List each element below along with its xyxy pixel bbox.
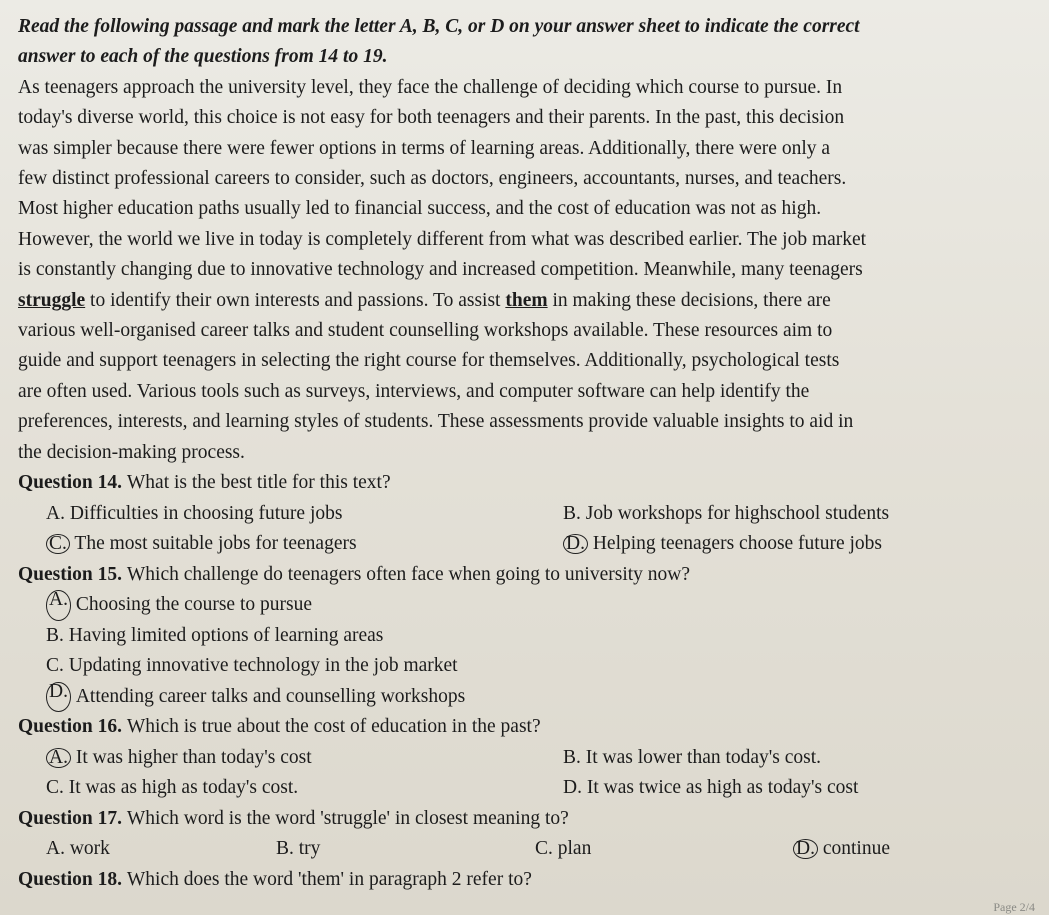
circled-mark: D.: [46, 682, 71, 713]
instructions-line-2: answer to each of the questions from 14 to 19.: [18, 46, 388, 68]
question-16: Question 16. Which is true about the cost of education in the past?: [18, 716, 541, 738]
circled-mark: D.: [793, 839, 818, 859]
question-18: Question 18. Which does the word 'them' in paragraph 2 refer to?: [18, 869, 532, 891]
underlined-word-them: them: [505, 289, 548, 311]
q16-option-c[interactable]: C. It was as high as today's cost.: [46, 777, 299, 799]
page-number: Page 2/4: [993, 900, 1035, 914]
passage-line: preferences, interests, and learning styles of students. These assessments provide valuable insights to aid in: [18, 411, 854, 433]
question-17: Question 17. Which word is the word 'struggle' in closest meaning to?: [18, 808, 569, 830]
q15-option-c[interactable]: C. Updating innovative technology in the job market: [46, 655, 458, 677]
q14-option-c[interactable]: C. The most suitable jobs for teenagers: [18, 529, 563, 560]
q15-option-a[interactable]: A. Choosing the course to pursue: [18, 590, 1031, 621]
q14-option-b[interactable]: B. Job workshops for highschool students: [563, 502, 890, 524]
circled-mark: A.: [46, 590, 71, 621]
passage-line: Most higher education paths usually led to financial success, and the cost of education was not as high.: [18, 198, 822, 220]
q16-option-b[interactable]: B. It was lower than today's cost.: [563, 746, 822, 768]
q14-options-row-2: [18, 529, 1031, 560]
q16-option-a[interactable]: A. It was higher than today's cost: [18, 743, 563, 774]
circled-mark: C.: [46, 534, 70, 554]
underlined-word-struggle: struggle: [18, 289, 86, 311]
passage-line: various well-organised career talks and student counselling workshops available. These resources aim to: [18, 320, 833, 342]
passage-line: guide and support teenagers in selecting the right course for themselves. Additionally, psychological tests: [18, 350, 840, 372]
q15-option-d[interactable]: D. Attending career talks and counselling workshops: [18, 682, 1031, 713]
q15-option-b[interactable]: B. Having limited options of learning areas: [46, 624, 384, 646]
instructions-line-1: Read the following passage and mark the letter A, B, C, or D on your answer sheet to indicate the correct: [18, 16, 860, 37]
passage-line: the decision-making process.: [18, 441, 245, 463]
question-14: Question 14. What is the best title for this text?: [18, 472, 391, 494]
q17-option-d[interactable]: D. continue: [793, 834, 890, 865]
q16-options-row-1: [18, 743, 1031, 774]
reading-passage: [18, 73, 1031, 468]
q17-option-a[interactable]: A. work: [46, 838, 110, 860]
passage-line: are often used. Various tools such as surveys, interviews, and computer software can help identify the: [18, 380, 810, 402]
passage-line: As teenagers approach the university level, they face the challenge of deciding which course to pursue. In: [18, 76, 843, 98]
passage-line: today's diverse world, this choice is not easy for both teenagers and their parents. In the past, this decision: [18, 107, 845, 129]
q14-option-a[interactable]: A. Difficulties in choosing future jobs: [46, 502, 343, 524]
passage-line: is constantly changing due to innovative technology and increased competition. Meanwhile, many teenagers: [18, 259, 863, 281]
q17-option-c[interactable]: C. plan: [535, 838, 592, 860]
passage-line: was simpler because there were fewer options in terms of learning areas. Additionally, there were only a: [18, 137, 831, 159]
q17-options-row: [18, 834, 1031, 865]
q17-option-b[interactable]: B. try: [276, 838, 321, 860]
circled-mark: A.: [46, 748, 71, 768]
circled-mark: D.: [563, 534, 588, 554]
passage-line: few distinct professional careers to consider, such as doctors, engineers, accountants, nurses, and teachers.: [18, 168, 847, 190]
passage-line-underlined: struggle to identify their own interests and passions. To assist them in making these decisions, there are: [18, 289, 831, 311]
question-15: Question 15. Which challenge do teenagers often face when going to university now?: [18, 563, 691, 585]
q14-option-d[interactable]: D. Helping teenagers choose future jobs: [563, 529, 882, 560]
q16-option-d[interactable]: D. It was twice as high as today's cost: [563, 777, 859, 799]
passage-line: However, the world we live in today is completely different from what was described earlier. The job market: [18, 228, 867, 250]
q16-options-row-2: [18, 773, 1031, 804]
q14-options-row-1: [18, 499, 1031, 530]
